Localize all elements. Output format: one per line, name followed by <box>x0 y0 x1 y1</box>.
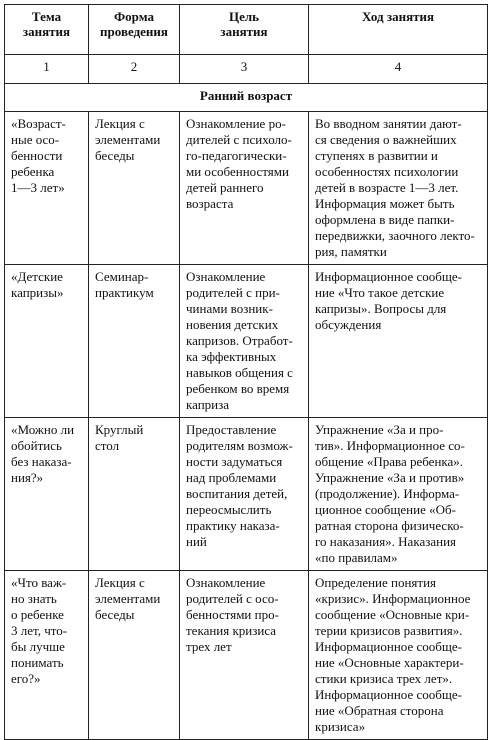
cell-goal: Ознакомление ро- дителей с психоло- го-педагогически- ми особенностями детей раннего возраста <box>180 112 309 265</box>
cell-goal: Ознакомление родителей с при- чинами возник- новения детских капризов. Отработ- ка эффективных навыков общения с ребенком во время каприза <box>180 265 309 418</box>
cell-form: Лекция с элементами беседы <box>89 112 180 265</box>
column-number-row <box>5 55 488 84</box>
table-row <box>5 418 488 571</box>
header-goal: Цель занятия <box>180 5 309 55</box>
cell-process: Информационное сообще- ние «Что такое детские капризы». Вопросы для обсуждения <box>309 265 488 418</box>
column-number: 2 <box>89 55 180 84</box>
header-topic: Тема занятия <box>5 5 89 55</box>
cell-process: Во вводном занятии дают- ся сведения о важнейших ступенях в развитии и особенностях психологии детей в возрасте 1—3 лет. Информация может быть оформлена в виде папки- передвижки, заочного лекто- рия, памятки <box>309 112 488 265</box>
header-form: Форма проведения <box>89 5 180 55</box>
cell-topic: «Можно ли обойтись без наказа- ния?» <box>5 418 89 571</box>
header-process: Ход занятия <box>309 5 488 55</box>
cell-form: Семинар- практикум <box>89 265 180 418</box>
cell-goal: Ознакомление родителей с осо- бенностями про- текания кризиса трех лет <box>180 571 309 740</box>
cell-topic: «Что важ- но знать о ребенке 3 лет, что- бы лучше понимать его?» <box>5 571 89 740</box>
cell-topic: «Детские капризы» <box>5 265 89 418</box>
table-header-row <box>5 5 488 55</box>
table-row <box>5 112 488 265</box>
cell-process: Определение понятия «кризис». Информационное сообщение «Основные кри- терии кризисов развития». Информационное сообще- ние «Основные характери- стики кризиса трех лет». Информационное сообще- ние «Обратная сторона кризиса» <box>309 571 488 740</box>
cell-process: Упражнение «За и про- тив». Информационное со- общение «Права ребенка». Упражнение «За и против» (продолжение). Информа- ционное сообщение «Об- ратная сторона физическо- го наказания». Наказания «по правилам» <box>309 418 488 571</box>
table-row <box>5 265 488 418</box>
column-number: 4 <box>309 55 488 84</box>
column-number: 1 <box>5 55 89 84</box>
section-row <box>5 84 488 112</box>
cell-topic: «Возраст- ные осо- бенности ребенка 1—3 лет» <box>5 112 89 265</box>
lesson-plan-table <box>4 4 488 740</box>
table-row <box>5 571 488 740</box>
cell-form: Круглый стол <box>89 418 180 571</box>
section-title: Ранний возраст <box>5 84 488 112</box>
column-number: 3 <box>180 55 309 84</box>
cell-goal: Предоставление родителям возмож- ности задуматься над проблемами воспитания детей, переосмыслить практику наказа- ний <box>180 418 309 571</box>
cell-form: Лекция с элементами беседы <box>89 571 180 740</box>
